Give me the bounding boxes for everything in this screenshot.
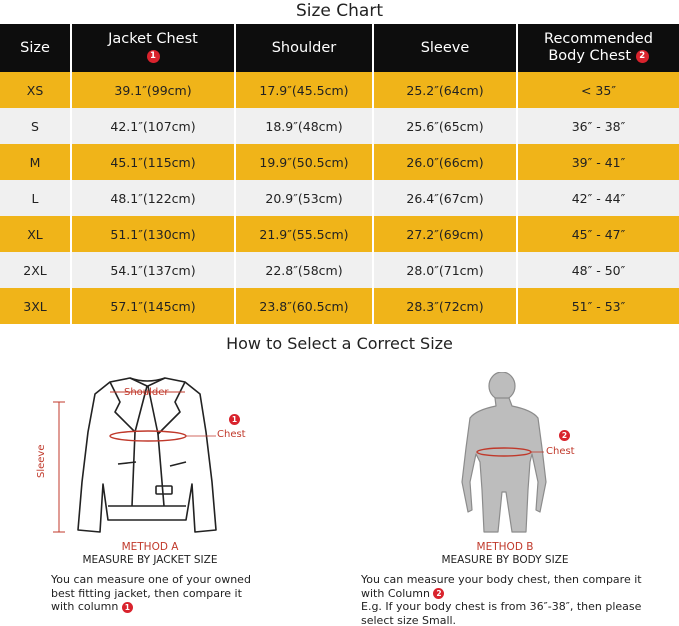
method-a-title: METHOD A [121, 541, 179, 553]
badge-1: 1 [229, 414, 240, 425]
header-recommended-body-chest [517, 24, 679, 72]
size-chart-title: Size Chart [295, 1, 384, 21]
cell-sleeve: 26.4″(67cm) [373, 180, 517, 216]
cell-sleeve: 27.2″(69cm) [373, 216, 517, 252]
method-b-heading [415, 541, 595, 567]
table-row [0, 108, 679, 144]
cell-sleeve: 28.3″(72cm) [373, 288, 517, 324]
table-row [0, 180, 679, 216]
cell-body-chest: 45″ - 47″ [517, 216, 679, 252]
size-chart-table [0, 24, 679, 324]
method-b-title: METHOD B [476, 541, 534, 553]
header-size: Size [0, 24, 71, 72]
sleeve-label: Sleeve [36, 444, 47, 478]
method-b-text-line1: You can measure your body chest, then compare it with Column [361, 573, 642, 600]
badge-1: 1 [147, 50, 160, 63]
cell-size: M [0, 144, 71, 180]
table-row [0, 288, 679, 324]
header-shoulder: Shoulder [235, 24, 373, 72]
cell-size: L [0, 180, 71, 216]
header-jacket-chest-label: Jacket Chest [108, 31, 198, 47]
method-b-text-line2: E.g. If your body chest is from 36″-38″, then please select size Small. [361, 600, 642, 626]
cell-size: 3XL [0, 288, 71, 324]
cell-shoulder: 22.8″(58cm) [235, 252, 373, 288]
cell-jacket-chest: 54.1″(137cm) [71, 252, 235, 288]
cell-jacket-chest: 42.1″(107cm) [71, 108, 235, 144]
cell-body-chest: 48″ - 50″ [517, 252, 679, 288]
cell-body-chest: 39″ - 41″ [517, 144, 679, 180]
table-header-row [0, 24, 679, 72]
chest-label-a [217, 415, 246, 440]
cell-jacket-chest: 51.1″(130cm) [71, 216, 235, 252]
jacket-illustration [40, 372, 270, 542]
cell-jacket-chest: 45.1″(115cm) [71, 144, 235, 180]
cell-shoulder: 21.9″(55.5cm) [235, 216, 373, 252]
cell-sleeve: 28.0″(71cm) [373, 252, 517, 288]
cell-jacket-chest: 57.1″(145cm) [71, 288, 235, 324]
guide-title: How to Select a Correct Size [226, 334, 453, 353]
cell-sleeve: 25.2″(64cm) [373, 72, 517, 108]
cell-jacket-chest: 39.1″(99cm) [71, 72, 235, 108]
header-recommended-line1: Recommended [544, 31, 653, 47]
cell-size: 2XL [0, 252, 71, 288]
cell-body-chest: 42″ - 44″ [517, 180, 679, 216]
badge-2: 2 [636, 50, 649, 63]
header-recommended-line2: Body Chest [548, 48, 632, 64]
body-silhouette [440, 372, 600, 540]
cell-shoulder: 17.9″(45.5cm) [235, 72, 373, 108]
method-b-description [361, 573, 661, 626]
method-a-text: You can measure one of your owned best fitting jacket, then compare it with column [51, 573, 251, 613]
badge-2: 2 [559, 430, 570, 441]
cell-shoulder: 20.9″(53cm) [235, 180, 373, 216]
cell-jacket-chest: 48.1″(122cm) [71, 180, 235, 216]
cell-sleeve: 26.0″(66cm) [373, 144, 517, 180]
cell-shoulder: 23.8″(60.5cm) [235, 288, 373, 324]
cell-sleeve: 25.6″(65cm) [373, 108, 517, 144]
cell-body-chest: 51″ - 53″ [517, 288, 679, 324]
table-row [0, 144, 679, 180]
method-a-heading [60, 541, 240, 567]
cell-body-chest: < 35″ [517, 72, 679, 108]
chest-text-b: Chest [546, 446, 575, 457]
table-row [0, 216, 679, 252]
table-row [0, 252, 679, 288]
cell-shoulder: 18.9″(48cm) [235, 108, 373, 144]
method-b-subtitle: MEASURE BY BODY SIZE [441, 554, 569, 566]
method-a-subtitle: MEASURE BY JACKET SIZE [82, 554, 218, 566]
header-jacket-chest [71, 24, 235, 72]
cell-size: S [0, 108, 71, 144]
cell-body-chest: 36″ - 38″ [517, 108, 679, 144]
badge-2: 2 [433, 588, 444, 599]
cell-size: XL [0, 216, 71, 252]
chest-text-a: Chest [217, 429, 246, 440]
table-row [0, 72, 679, 108]
method-a-description [51, 573, 251, 614]
header-sleeve: Sleeve [373, 24, 517, 72]
chest-label-b [546, 431, 575, 457]
badge-1: 1 [122, 602, 133, 613]
cell-size: XS [0, 72, 71, 108]
cell-shoulder: 19.9″(50.5cm) [235, 144, 373, 180]
shoulder-label: Shoulder [124, 387, 169, 398]
